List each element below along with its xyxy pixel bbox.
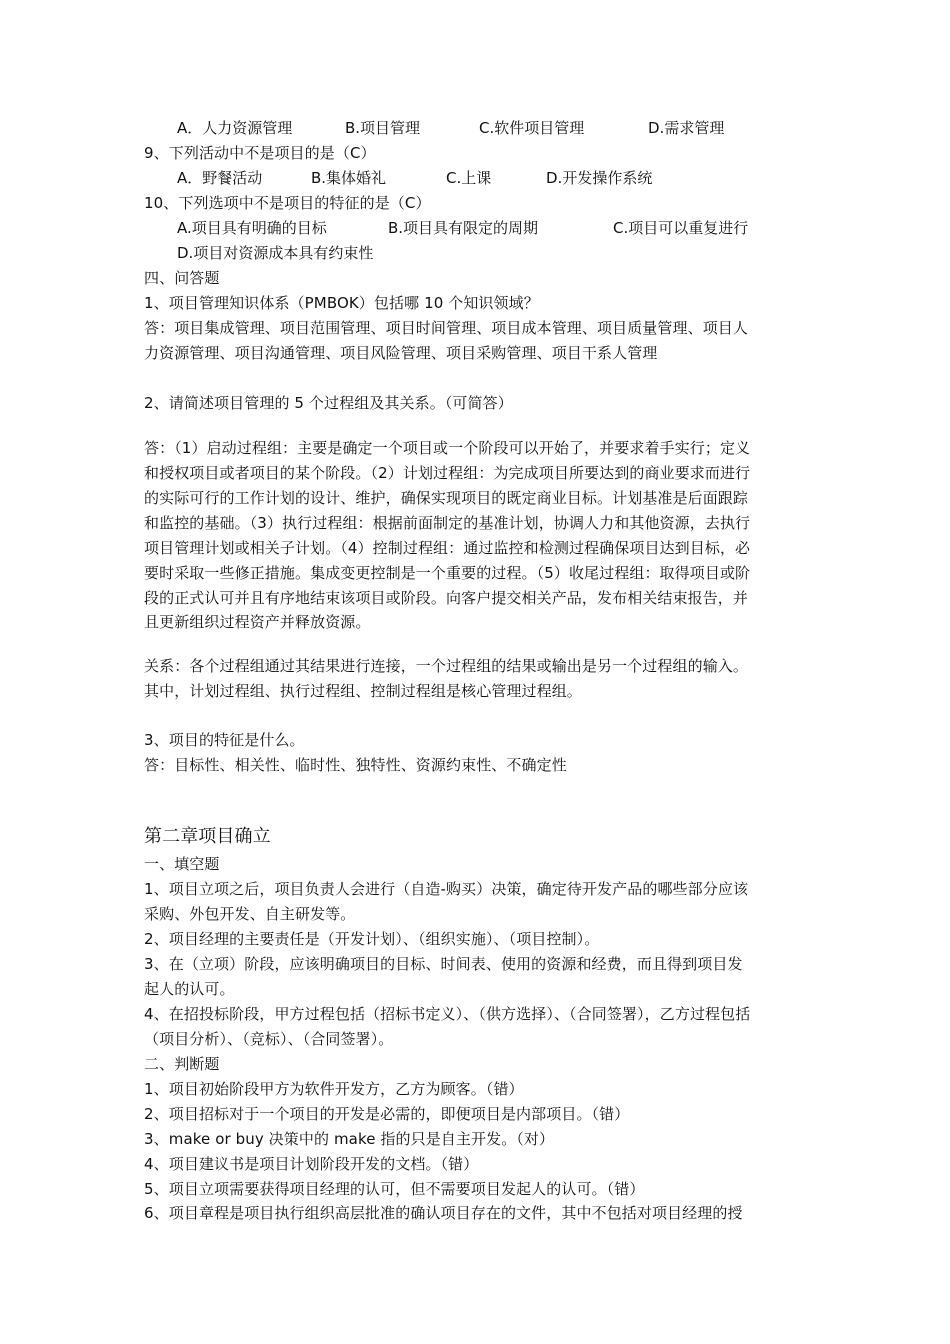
question-10: 10、下列选项中不是项目的特征的是（C） — [144, 194, 431, 212]
fill-line: 起人的认可。 — [144, 980, 235, 998]
qa2-answer-line: 段的正式认可并且有序地结束该项目或阶段。向客户提交相关产品，发布相关结束报告，并 — [144, 589, 749, 607]
fill-line: 2、项目经理的主要责任是（开发计划）、（组织实施）、（项目控制）。 — [144, 930, 600, 948]
qa1-answer-line: 力资源管理、项目沟通管理、项目风险管理、项目采购管理、项目干系人管理 — [144, 344, 658, 362]
qa2-answer-line: 的实际可行的工作计划的设计、维护，确保实现项目的既定商业目标。计划基准是后面跟踪 — [144, 489, 749, 507]
fill-line: 3、在（立项）阶段，应该明确项目的目标、时间表、使用的资源和经费，而且得到项目发 — [144, 955, 743, 973]
q9-option-c: C.上课 — [446, 169, 492, 187]
qa2-answer-line: 要时采取一些修正措施。集成变更控制是一个重要的过程。（5）收尾过程组：取得项目或阶 — [144, 564, 751, 582]
section-heading: 二、判断题 — [144, 1055, 220, 1073]
q8-option-c: C.软件项目管理 — [479, 119, 585, 137]
q9-option-d: D.开发操作系统 — [546, 169, 653, 187]
q8-option-b: B.项目管理 — [345, 119, 421, 137]
q8-option-a: A．人力资源管理 — [177, 119, 293, 137]
qa3-answer: 答：目标性、相关性、临时性、独特性、资源约束性、不确定性 — [144, 756, 567, 774]
q9-option-b: B.集体婚礼 — [311, 169, 387, 187]
qa2-answer-line: 答：（1）启动过程组：主要是确定一个项目或一个阶段可以开始了，并要求着手实行；定义 — [144, 439, 751, 457]
qa3-question: 3、项目的特征是什么。 — [144, 731, 305, 749]
q8-option-d: D.需求管理 — [648, 119, 725, 137]
judge-line: 5、项目立项需要获得项目经理的认可，但不需要项目发起人的认可。（错） — [144, 1180, 645, 1198]
section-heading: 一、填空题 — [144, 855, 220, 873]
qa2-answer-line: 且更新组织过程资产并释放资源。 — [144, 613, 371, 631]
judge-line: 1、项目初始阶段甲方为软件开发方，乙方为顾客。（错） — [144, 1080, 524, 1098]
fill-line: （项目分析）、（竞标）、（合同签署）。 — [144, 1030, 394, 1048]
section-heading: 四、问答题 — [144, 269, 220, 287]
qa2-relation-line: 关系：各个过程组通过其结果进行连接，一个过程组的结果或输出是另一个过程组的输入。 — [144, 657, 749, 675]
judge-line: 6、项目章程是项目执行组织高层批准的确认项目存在的文件，其中不包括对项目经理的授 — [144, 1204, 743, 1222]
qa1-question: 1、项目管理知识体系（PMBOK）包括哪 10 个知识领域？ — [144, 294, 539, 312]
q10-option-a: A.项目具有明确的目标 — [177, 219, 327, 237]
qa1-answer-line: 答：项目集成管理、项目范围管理、项目时间管理、项目成本管理、项目质量管理、项目人 — [144, 319, 749, 337]
judge-line: 4、项目建议书是项目计划阶段开发的文档。（错） — [144, 1155, 479, 1173]
qa2-answer-line: 项目管理计划或相关子计划。（4）控制过程组：通过监控和检测过程确保项目达到目标，必 — [144, 539, 751, 557]
question-9: 9、下列活动中不是项目的是（C） — [144, 144, 376, 162]
qa2-answer-line: 和授权项目或者项目的某个阶段。（2）计划过程组：为完成项目所要达到的商业要求而进行 — [144, 464, 751, 482]
qa2-relation-line: 其中，计划过程组、执行过程组、控制过程组是核心管理过程组。 — [144, 682, 582, 700]
q9-option-a: A．野餐活动 — [177, 169, 263, 187]
qa2-answer-line: 和监控的基础。（3）执行过程组：根据前面制定的基准计划，协调人力和其他资源，去执行 — [144, 514, 751, 532]
fill-line: 1、项目立项之后，项目负责人会进行（自造-购买）决策，确定待开发产品的哪些部分应该 — [144, 880, 749, 898]
fill-line: 采购、外包开发、自主研发等。 — [144, 905, 356, 923]
q10-option-c: C.项目可以重复进行 — [613, 219, 749, 237]
fill-line: 4、在招投标阶段，甲方过程包括（招标书定义）、（供方选择）、（合同签署），乙方过程包括 — [144, 1005, 751, 1023]
chapter-title: 第二章项目确立 — [144, 826, 271, 847]
q10-option-d: D.项目对资源成本具有约束性 — [177, 244, 374, 262]
q10-option-b: B.项目具有限定的周期 — [388, 219, 539, 237]
judge-line: 3、make or buy 决策中的 make 指的只是自主开发。（对） — [144, 1130, 555, 1148]
qa2-question: 2、请简述项目管理的 5 个过程组及其关系。（可简答） — [144, 394, 513, 412]
judge-line: 2、项目招标对于一个项目的开发是必需的，即便项目是内部项目。（错） — [144, 1105, 630, 1123]
